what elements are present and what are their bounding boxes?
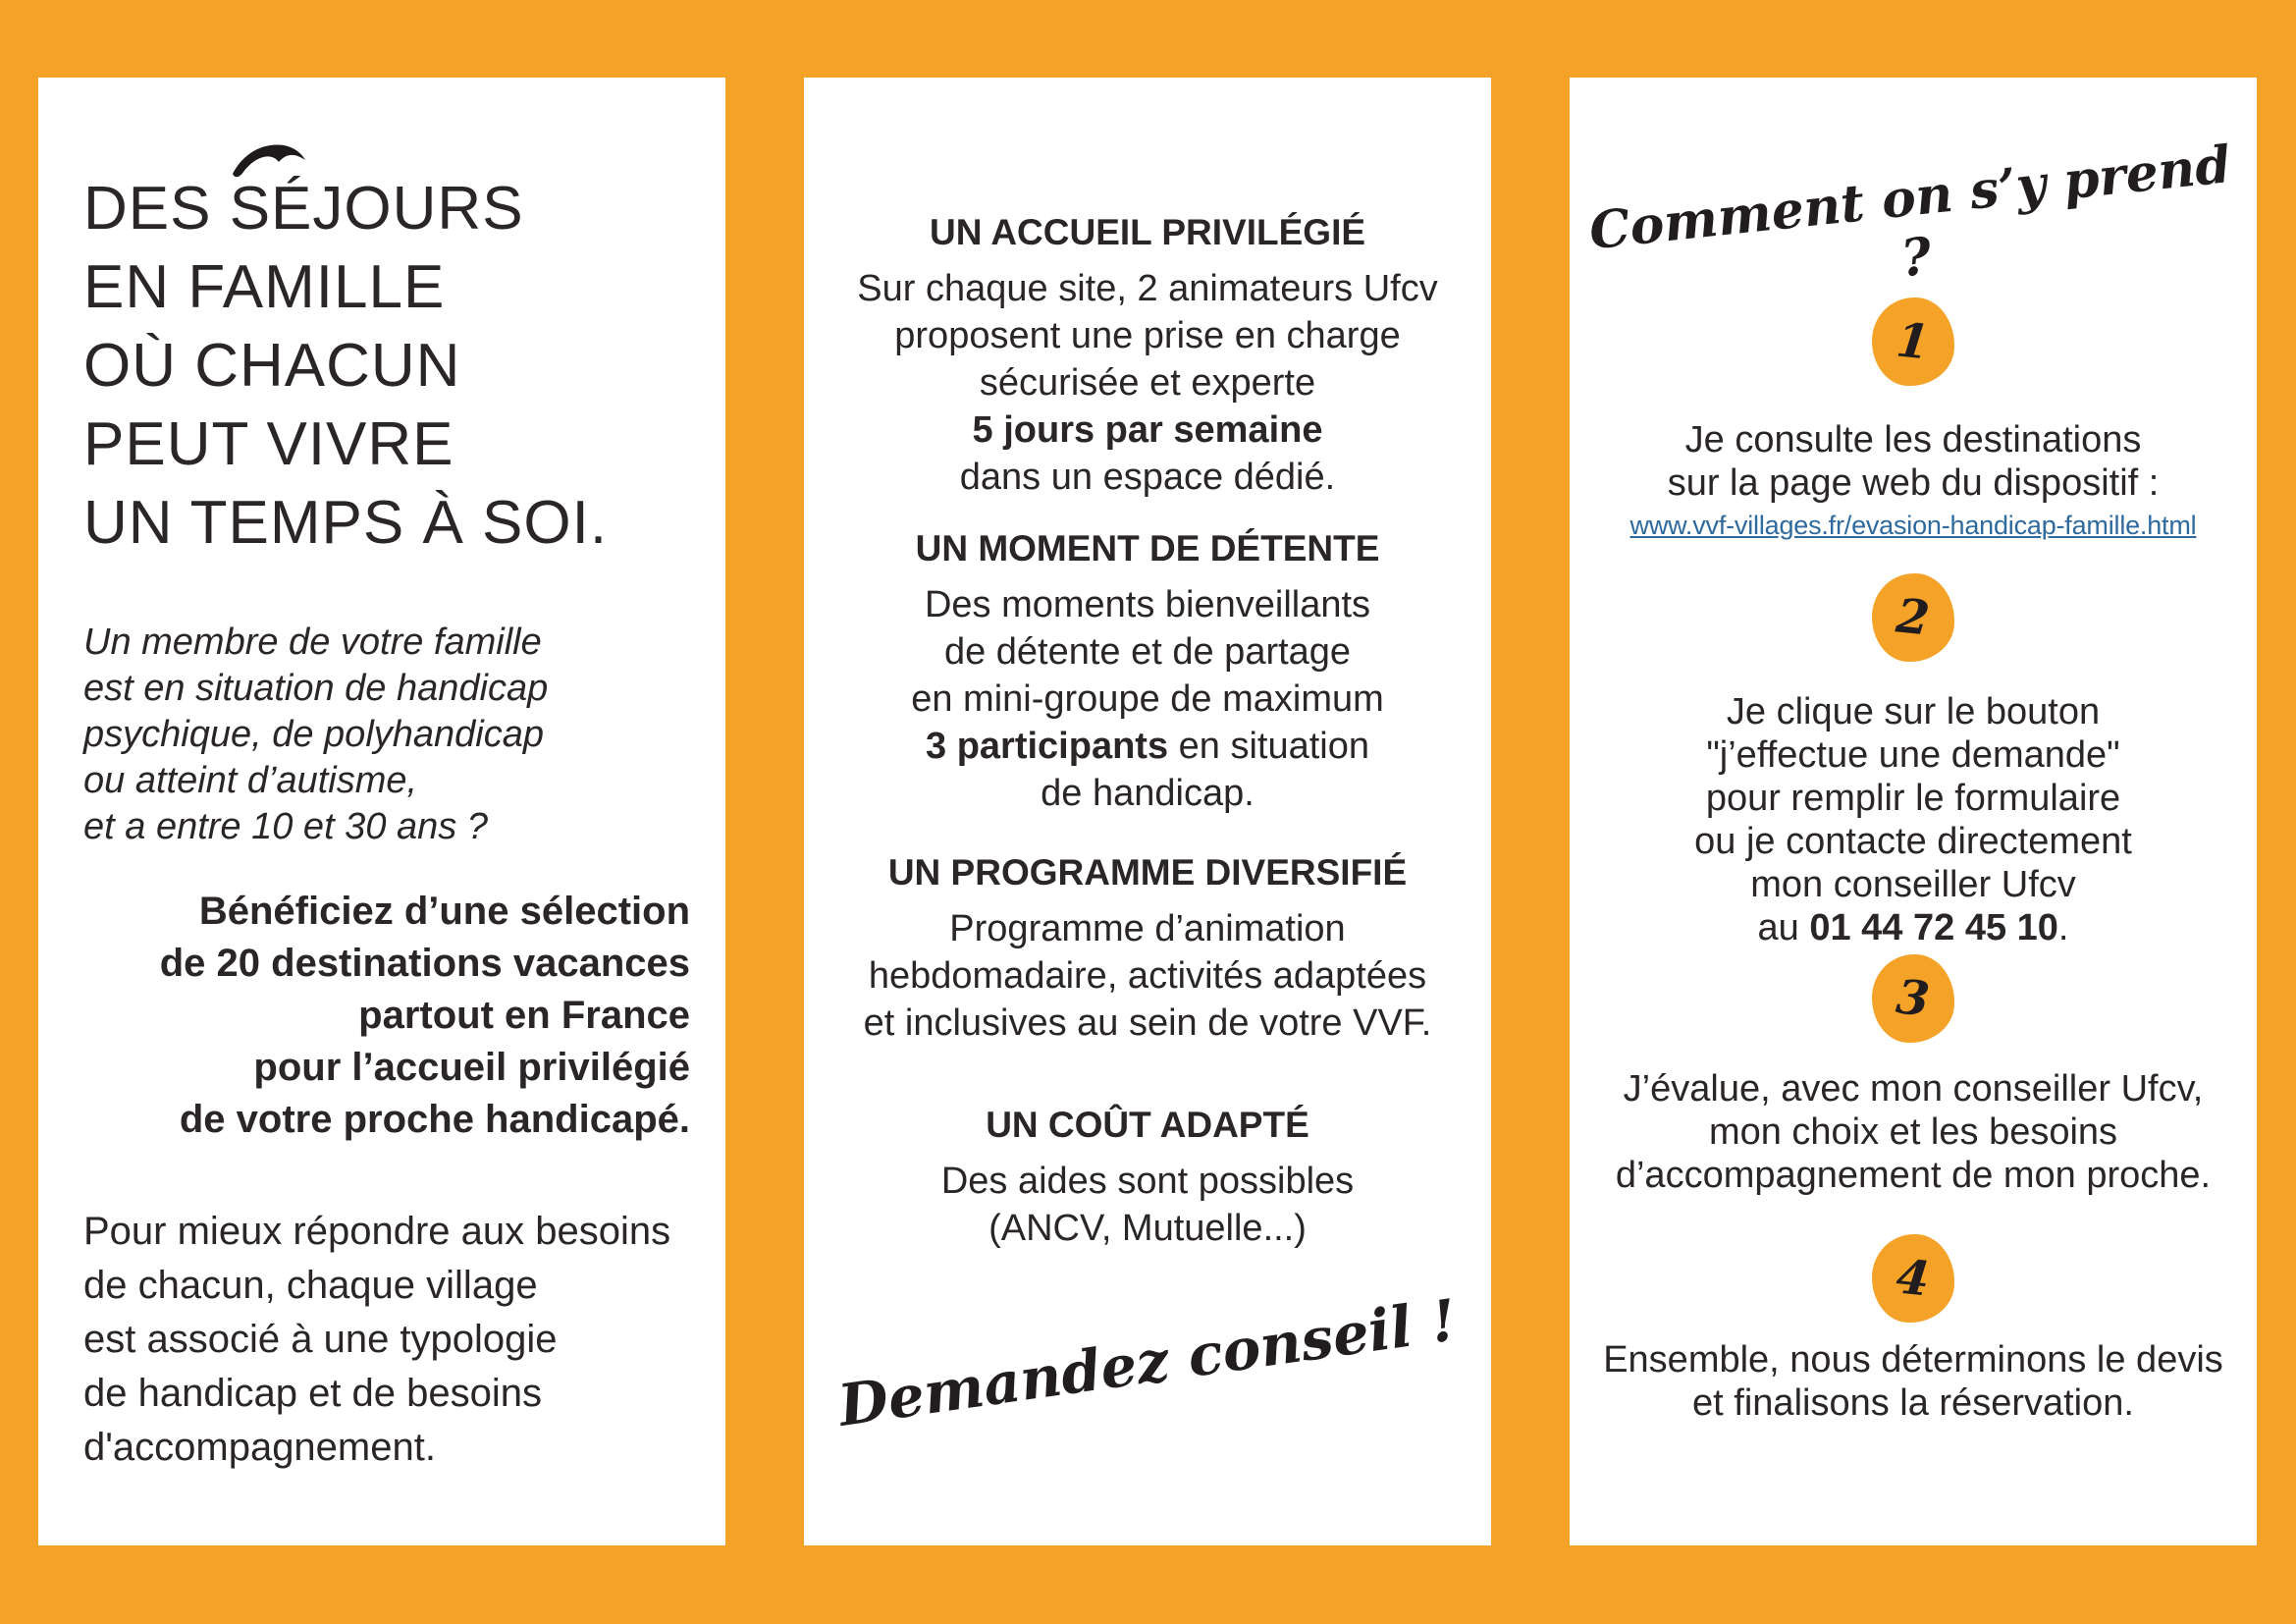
section-text: [804, 905, 1491, 1047]
text-line: "j’effectue une demande": [1706, 734, 2120, 776]
text-line: ou atteint d’autisme,: [83, 760, 418, 801]
text-line: Un membre de votre famille: [83, 622, 542, 663]
text-line: PEUT VIVRE: [83, 410, 454, 478]
section-title: UN ACCUEIL PRIVILÉGIÉ: [929, 212, 1366, 252]
text-line: hebdomadaire, activités adaptées: [868, 955, 1427, 997]
section-cout: [804, 1103, 1491, 1252]
step-4-badge: [1872, 1234, 1954, 1323]
text-line: en mini-groupe de maximum: [911, 678, 1384, 720]
text-line: pour remplir le formulaire: [1705, 778, 2121, 819]
section-text: [804, 1158, 1491, 1252]
step-1-badge: [1872, 298, 1954, 386]
text-line: Des moments bienveillants: [924, 584, 1371, 625]
text-line: est en situation de handicap: [83, 668, 549, 709]
cta-script-text: Demandez conseil !: [834, 1286, 1461, 1439]
section-text: [804, 581, 1491, 817]
text-line: 3 participants en situation: [926, 726, 1369, 767]
text-line: ou je contacte directement: [1694, 821, 2132, 862]
section-title: UN COÛT ADAPTÉ: [986, 1105, 1309, 1145]
text-line: dans un espace dédié.: [959, 457, 1336, 498]
text-line: psychique, de polyhandicap: [83, 714, 545, 755]
highlight-paragraph: [78, 886, 690, 1146]
steps-heading: Comment on s’y prend ?: [1586, 135, 2234, 290]
text-line: pour l’accueil privilégié: [253, 1046, 690, 1089]
step-number: 1: [1894, 312, 1933, 371]
text-line: de chacun, chaque village: [83, 1264, 538, 1307]
step-number: 2: [1894, 588, 1933, 647]
text-line: mon choix et les besoins: [1708, 1111, 2118, 1153]
section-accueil: [804, 210, 1491, 501]
text-line: Des aides sont possibles: [940, 1161, 1355, 1202]
text-line: Sur chaque site, 2 animateurs Ufcv: [857, 268, 1438, 309]
panel-steps: [1570, 78, 2257, 1545]
text-line: de handicap et de besoins: [83, 1372, 543, 1415]
website-link[interactable]: www.vvf-villages.fr/evasion-handicap-famille.html: [1629, 511, 2197, 540]
text-line: Programme d’animation: [949, 908, 1346, 949]
text-line: DES SÉJOURS: [83, 175, 524, 243]
step-1-text: [1570, 418, 2257, 505]
text-line: proposent une prise en charge: [894, 315, 1401, 356]
panel-offers: [804, 78, 1491, 1545]
text-line: sécurisée et experte: [979, 362, 1316, 404]
text-line: UN TEMPS À SOI.: [83, 489, 609, 557]
text-line: est associé à une typologie: [83, 1318, 558, 1361]
step-2-text: [1570, 690, 2257, 949]
panel-presentation: [38, 78, 725, 1545]
step-number: 4: [1894, 1249, 1933, 1308]
text-line: de détente et de partage: [943, 631, 1352, 673]
step-number: 3: [1894, 969, 1933, 1028]
text-line: partout en France: [358, 994, 690, 1037]
text-line: Pour mieux répondre aux besoins: [83, 1210, 671, 1253]
text-line: de handicap.: [1041, 773, 1255, 814]
text-line: au 01 44 72 45 10.: [1757, 907, 2069, 948]
text-line: Bénéficiez d’une sélection: [198, 890, 690, 933]
text-line: OÙ CHACUN: [83, 332, 461, 400]
body-paragraph: [83, 1205, 670, 1475]
section-detente: [804, 526, 1491, 817]
text-line: EN FAMILLE: [83, 253, 446, 321]
text-line: sur la page web du dispositif :: [1667, 462, 2160, 504]
section-title: UN MOMENT DE DÉTENTE: [915, 528, 1380, 568]
text-line: Ensemble, nous déterminons le devis: [1603, 1339, 2223, 1380]
section-text: [804, 265, 1491, 501]
section-programme: [804, 850, 1491, 1047]
step-4-text: [1570, 1338, 2257, 1425]
text-line: et inclusives au sein de votre VVF.: [863, 1002, 1432, 1044]
text-line: mon conseiller Ufcv: [1750, 864, 2076, 905]
main-heading: [83, 170, 608, 563]
text-line: (ANCV, Mutuelle...): [988, 1208, 1307, 1249]
text-line: J’évalue, avec mon conseiller Ufcv,: [1623, 1068, 2204, 1110]
intro-paragraph: [83, 620, 548, 850]
text-line: et a entre 10 et 30 ans ?: [83, 806, 488, 847]
text-line: de votre proche handicapé.: [179, 1098, 690, 1141]
text-line: d’accompagnement de mon proche.: [1615, 1155, 2212, 1196]
text-line: de 20 destinations vacances: [159, 942, 690, 985]
section-title: UN PROGRAMME DIVERSIFIÉ: [887, 852, 1408, 893]
step-2-badge: [1872, 573, 1954, 662]
text-line: 5 jours par semaine: [972, 409, 1323, 451]
text-line: Je clique sur le bouton: [1726, 691, 2101, 732]
text-line: et finalisons la réservation.: [1692, 1382, 2134, 1424]
text-line: Je consulte les destinations: [1684, 419, 2142, 460]
text-line: d'accompagnement.: [83, 1426, 436, 1469]
step-3-text: [1570, 1067, 2257, 1197]
website-link-row: [1570, 511, 2257, 541]
step-3-badge: [1872, 954, 1954, 1043]
